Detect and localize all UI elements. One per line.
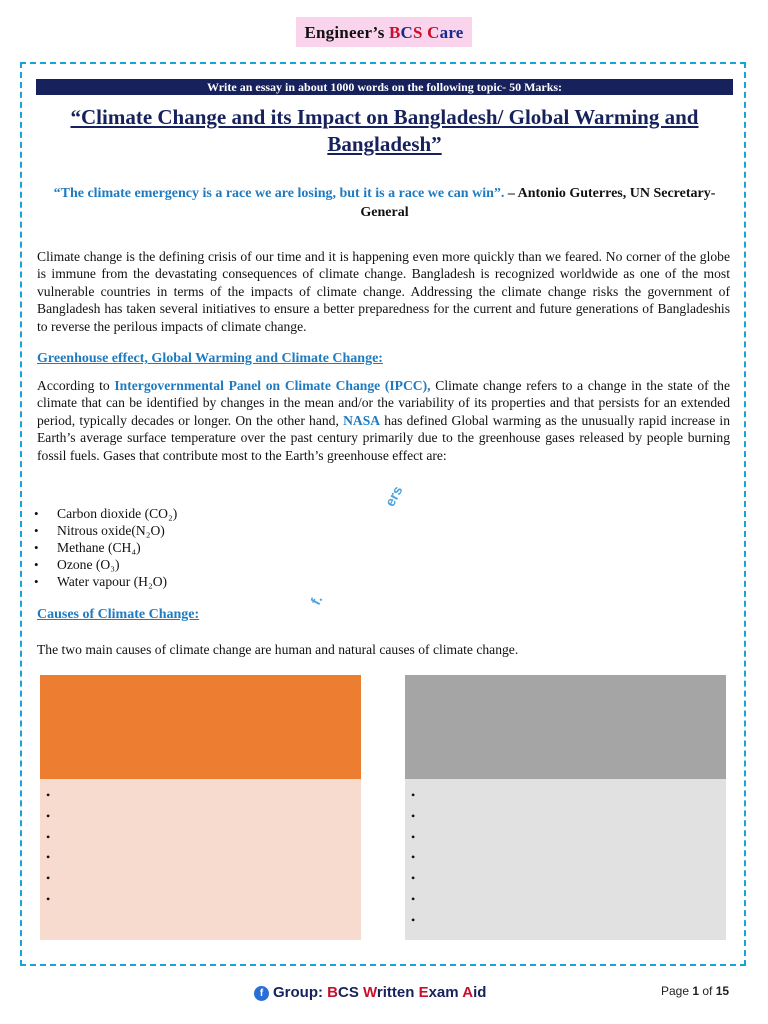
greenhouse-text-1: According to: [37, 378, 115, 393]
intro-paragraph: Climate change is the defining crisis of our time and it is happening even more quickly than we feared. No corner of the globe is immune from the devastating consequences of climate change. Bangladesh is recognized worldwide as one of the most vulnerable countries in terms of the impacts of climate change. Addressing the climate change risks the government of Bangladesh has taken several initiatives to ensure a better preparedness for the current and future generations of Bangladeshis to reverse the perilous impacts of climate change.: [37, 249, 730, 334]
page-number: [661, 984, 729, 998]
section-heading-causes: Causes of Climate Change:: [37, 607, 200, 622]
natural-causes-box-header: [405, 675, 726, 779]
greenhouse-text-2: Climate change refers to a change in the state of the climate that can be identified by changes in the mean and/or the variability of its properties and that persists for an extended period, typically decades or longer. On the other hand,: [37, 378, 730, 428]
empty-bullet-item: [405, 913, 726, 934]
essay-prompt-banner: Write an essay in about 1000 words on the following topic- 50 Marks:: [36, 79, 733, 95]
footer-word: ritten: [376, 984, 419, 1001]
watermark-text: ers: [381, 482, 406, 510]
causes-paragraph: The two main causes of climate change are human and natural causes of climate change.: [37, 642, 519, 657]
watermark-text: f.: [307, 592, 326, 608]
empty-bullet-item: [405, 871, 726, 892]
brand-care-rest: are: [439, 23, 464, 42]
greenhouse-paragraph: [37, 377, 730, 464]
quote-attribution: – Antonio Guterres, UN Secretary-General: [360, 186, 716, 220]
natural-causes-box-body: [405, 779, 726, 940]
footer-group-link[interactable]: [254, 984, 486, 1001]
list-item: • Nitrous oxide(N₂O): [37, 522, 177, 539]
natural-causes-box: [405, 675, 726, 940]
essay-title: “Climate Change and its Impact on Bangladesh/ Global Warming and Bangladesh”: [70, 105, 699, 156]
greenhouse-gases-list: [37, 505, 177, 590]
empty-bullet-item: [40, 892, 361, 913]
facebook-icon: f: [254, 986, 269, 1001]
brand-engineer: Engineer’s: [304, 23, 389, 42]
section-heading-greenhouse: Greenhouse effect, Global Warming and Climate Change:: [37, 351, 383, 366]
ipcc-highlight: Intergovernmental Panel on Climate Change (IPCC),: [114, 378, 431, 393]
empty-bullet-item: [405, 809, 726, 830]
page-label: Page: [661, 984, 693, 998]
empty-bullet-item: [405, 892, 726, 913]
empty-bullet-item: [405, 788, 726, 809]
greenhouse-text-3: has defined Global warming as the unusually rapid increase in Earth’s average surface temperature over the past century primarily due to the greenhouse gases released by people burning fossil fuels. Gases that contribute most to the Earth’s greenhouse effect are:: [37, 412, 730, 463]
footer-word: CS: [338, 984, 364, 1001]
footer-group-label: Group:: [273, 984, 328, 1001]
footer-letter: A: [462, 984, 474, 1001]
footer-letter: W: [363, 984, 377, 1001]
page-of: of: [699, 984, 716, 998]
brand-care-c: C: [427, 23, 440, 42]
empty-bullet-item: [405, 830, 726, 851]
human-causes-list: [40, 788, 361, 913]
empty-bullet-item: [40, 850, 361, 871]
list-item: • Carbon dioxide (CO₂): [37, 505, 177, 522]
opening-quote: [36, 184, 733, 222]
empty-bullet-item: [40, 788, 361, 809]
brand-logo: [296, 17, 471, 47]
nasa-highlight: NASA: [343, 412, 381, 428]
footer-word: id: [473, 984, 487, 1001]
human-causes-box-body: [40, 779, 361, 940]
brand-header: [0, 17, 768, 47]
empty-bullet-item: [40, 830, 361, 851]
empty-bullet-item: [405, 850, 726, 871]
brand-b: B: [389, 23, 401, 42]
brand-s: S: [413, 23, 423, 42]
list-item: • Water vapour (H₂O): [37, 573, 177, 590]
footer-letter: E: [418, 984, 429, 1001]
human-causes-box: [40, 675, 361, 940]
quote-text: “The climate emergency is a race we are losing, but it is a race we can win”.: [53, 186, 505, 201]
total-pages: 15: [715, 984, 730, 998]
current-page: 1: [692, 984, 700, 998]
empty-bullet-item: [40, 871, 361, 892]
footer-letter: B: [327, 984, 338, 1001]
list-item: • Methane (CH₄): [37, 539, 177, 556]
footer-word: xam: [428, 984, 463, 1001]
brand-c: C: [400, 23, 414, 42]
list-item: • Ozone (O₃): [37, 556, 177, 573]
human-causes-box-header: [40, 675, 361, 779]
natural-causes-list: [405, 788, 726, 934]
empty-bullet-item: [40, 809, 361, 830]
